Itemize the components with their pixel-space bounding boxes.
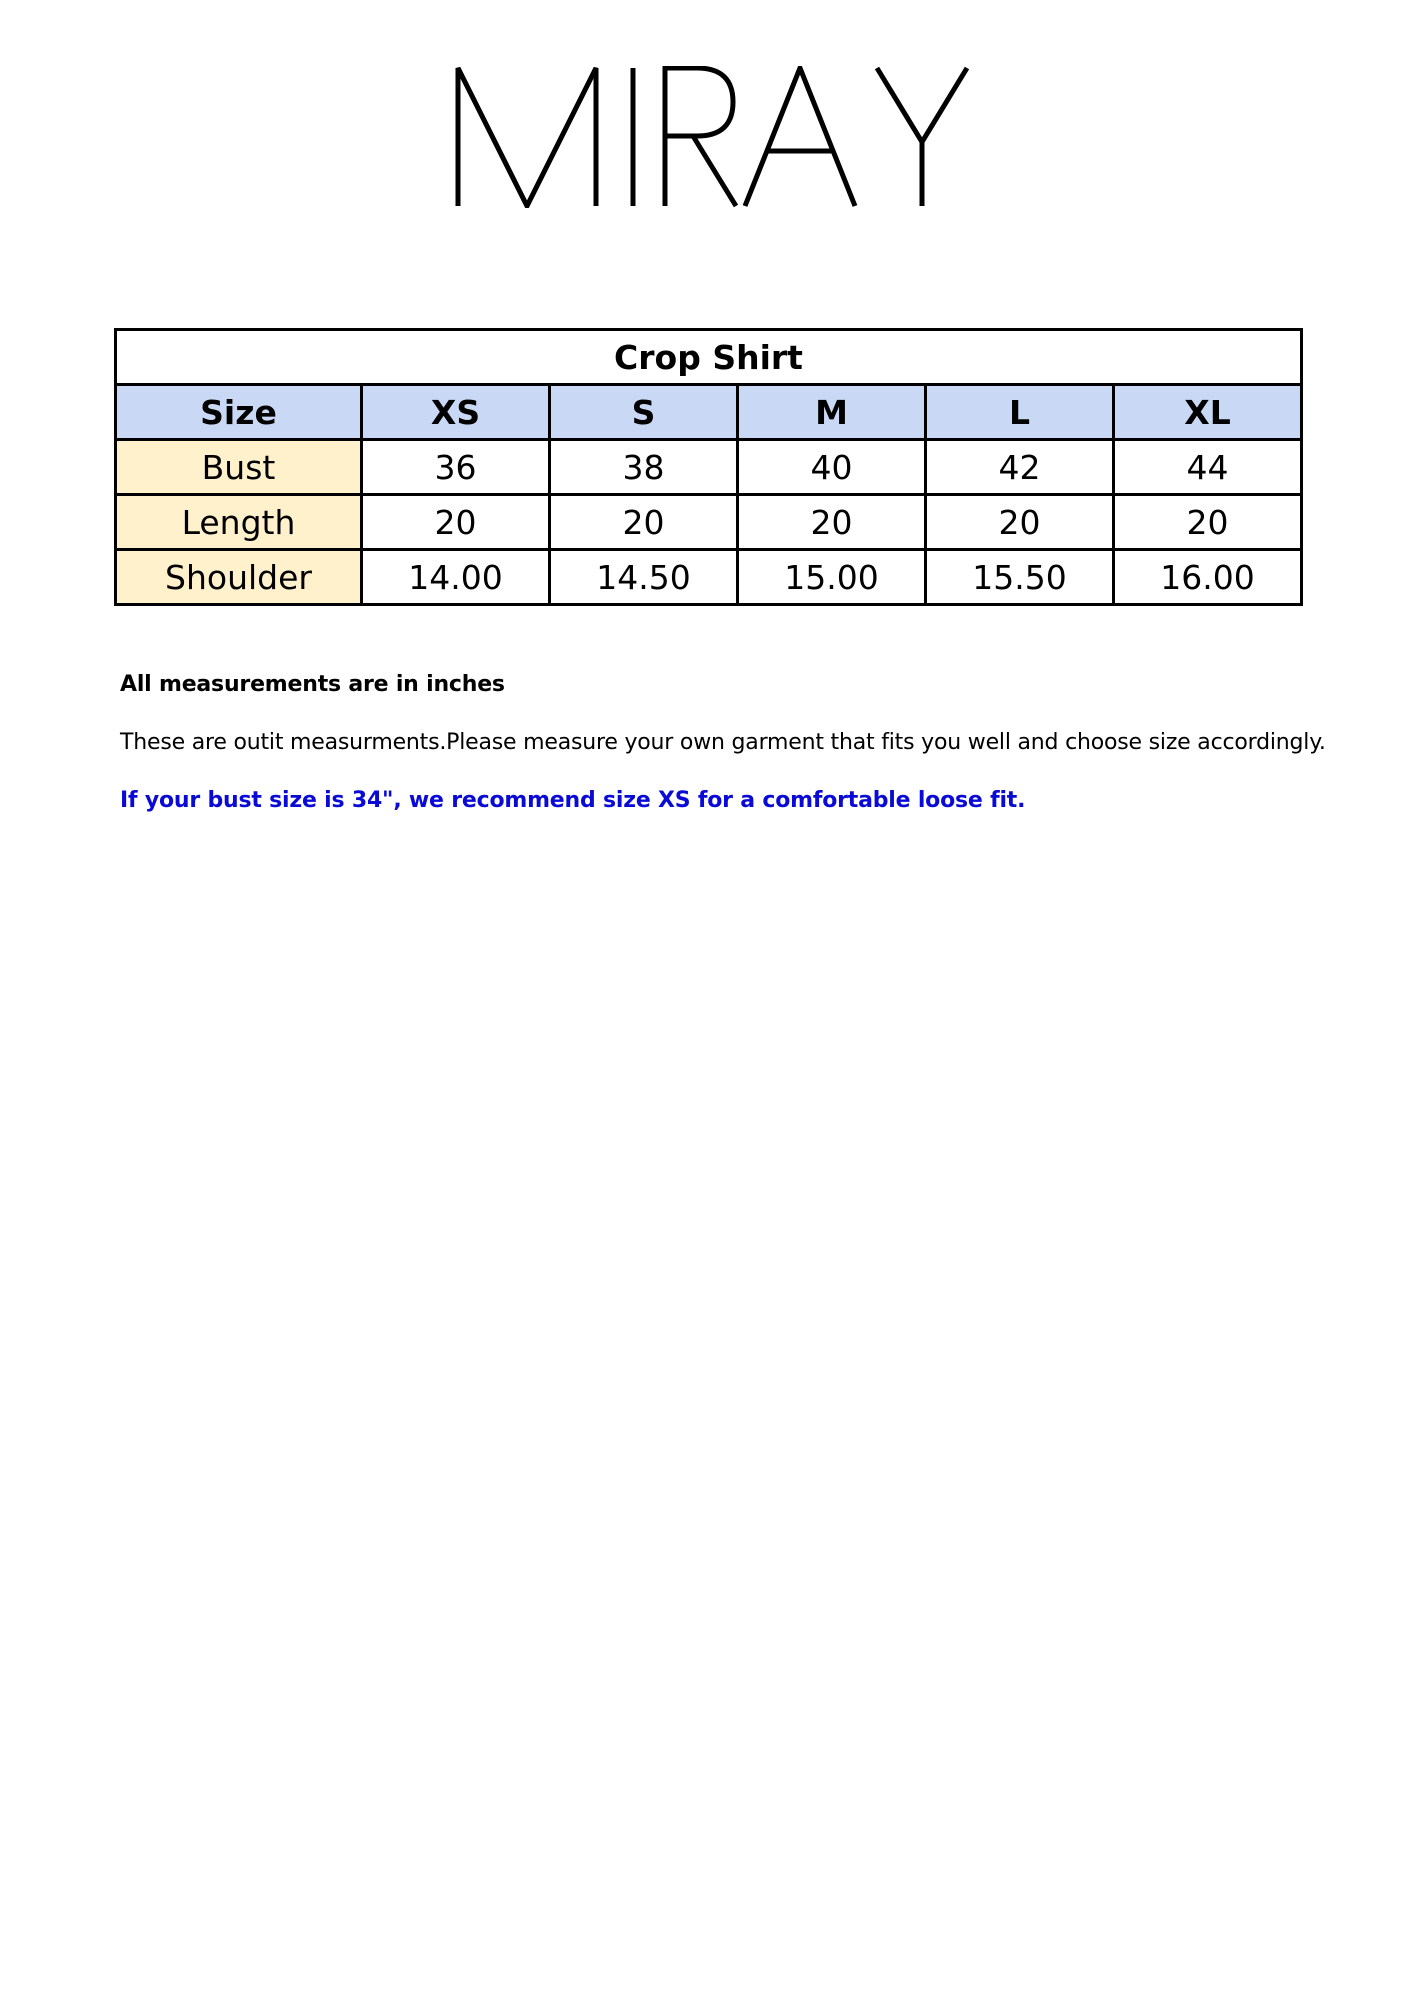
size-header-label: Size bbox=[116, 385, 362, 440]
table-header-row bbox=[116, 385, 1302, 440]
table-cell: 38 bbox=[550, 440, 738, 495]
size-header-s: S bbox=[550, 385, 738, 440]
table-row-length bbox=[116, 495, 1302, 550]
table-cell: 42 bbox=[926, 440, 1114, 495]
table-cell: 15.00 bbox=[738, 550, 926, 605]
table-row-shoulder bbox=[116, 550, 1302, 605]
table-cell: 20 bbox=[1114, 495, 1302, 550]
table-cell: 20 bbox=[362, 495, 550, 550]
size-header-xl: XL bbox=[1114, 385, 1302, 440]
row-label-bust: Bust bbox=[116, 440, 362, 495]
table-cell: 40 bbox=[738, 440, 926, 495]
table-cell: 14.50 bbox=[550, 550, 738, 605]
table-cell: 14.00 bbox=[362, 550, 550, 605]
row-label-length: Length bbox=[116, 495, 362, 550]
size-header-l: L bbox=[926, 385, 1114, 440]
table-cell: 20 bbox=[738, 495, 926, 550]
measurement-advice-note: These are outit measurments.Please measure your own garment that fits you well and choose size accordingly. bbox=[120, 730, 1326, 755]
units-note: All measurements are in inches bbox=[120, 672, 505, 697]
size-chart-table bbox=[114, 328, 1303, 606]
table-cell: 36 bbox=[362, 440, 550, 495]
table-row-bust bbox=[116, 440, 1302, 495]
miray-logo-graphic bbox=[455, 66, 970, 208]
table-title: Crop Shirt bbox=[116, 330, 1302, 385]
size-header-xs: XS bbox=[362, 385, 550, 440]
table-title-row bbox=[116, 330, 1302, 385]
table-cell: 16.00 bbox=[1114, 550, 1302, 605]
table-cell: 20 bbox=[926, 495, 1114, 550]
brand-logo bbox=[455, 66, 970, 208]
size-recommendation-note: If your bust size is 34", we recommend size XS for a comfortable loose fit. bbox=[120, 788, 1026, 813]
table-cell: 44 bbox=[1114, 440, 1302, 495]
table-cell: 15.50 bbox=[926, 550, 1114, 605]
row-label-shoulder: Shoulder bbox=[116, 550, 362, 605]
table-cell: 20 bbox=[550, 495, 738, 550]
size-header-m: M bbox=[738, 385, 926, 440]
